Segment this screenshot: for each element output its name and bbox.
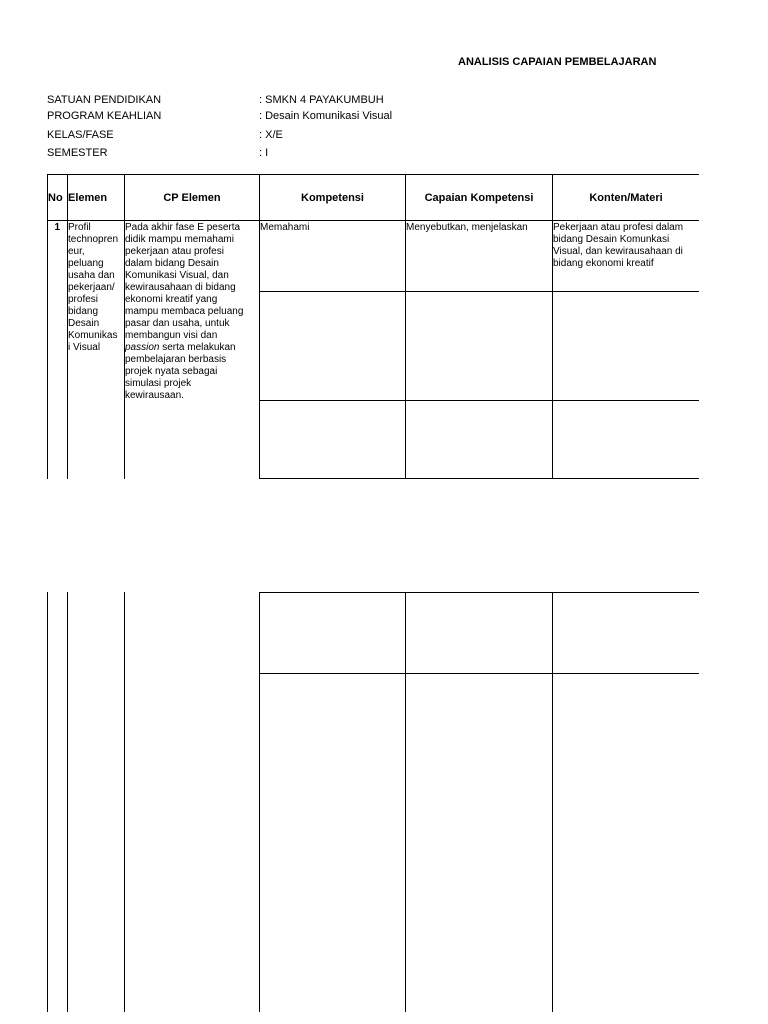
header-kompetensi: Kompetensi — [301, 191, 364, 204]
table-col-border — [552, 592, 553, 1012]
document-title: ANALISIS CAPAIAN PEMBELAJARAN — [458, 56, 657, 68]
header-konten-materi: Konten/Materi — [589, 191, 663, 204]
table-row-divider — [259, 673, 699, 674]
table-row-divider — [259, 478, 699, 479]
table-col-border — [124, 592, 125, 1012]
header-elemen: Elemen — [68, 191, 108, 204]
table-row-divider — [259, 291, 699, 292]
cell-kompetensi: Memahami — [260, 222, 310, 233]
cp-elemen-text-end: serta melakukan pembelajaran berbasis projek nyata sebagai simulasi projek kewirausaan. — [125, 342, 236, 401]
meta-value-kelas: : X/E — [259, 129, 283, 141]
header-cp-elemen: CP Elemen — [163, 191, 221, 204]
meta-value-program: : Desain Komunikasi Visual — [259, 110, 393, 122]
row-number: 1 — [54, 222, 60, 233]
cell-cp-elemen — [125, 222, 259, 402]
cell-elemen: Profil technopren eur, peluang usaha dan pekerjaan/ profesi bidang Desain Komunikas i Visual — [68, 222, 119, 353]
header-no: No — [48, 191, 63, 204]
meta-label-satuan: SATUAN PENDIDIKAN — [47, 94, 162, 106]
meta-value-satuan: : SMKN 4 PAYAKUMBUH — [259, 94, 384, 106]
table-col-border — [47, 592, 48, 1012]
table-col-border — [67, 592, 68, 1012]
cp-elemen-italic: passion — [125, 342, 160, 353]
table-row-divider — [259, 400, 699, 401]
meta-value-semester: : I — [259, 147, 269, 159]
meta-label-semester: SEMESTER — [47, 147, 108, 159]
header-capaian-kompetensi: Capaian Kompetensi — [424, 191, 534, 204]
meta-label-kelas: KELAS/FASE — [47, 129, 114, 141]
cell-capaian-kompetensi: Menyebutkan, menjelaskan — [406, 222, 528, 233]
table-col-border — [405, 592, 406, 1012]
table-row-divider — [259, 592, 699, 593]
meta-label-program: PROGRAM KEAHLIAN — [47, 110, 162, 122]
cell-konten-materi: Pekerjaan atau profesi dalam bidang Desain Komunkasi Visual, dan kewirausahaan di bidang ekonomi kreatif — [553, 222, 684, 269]
table-col-border — [259, 592, 260, 1012]
table-header-bottom-border — [47, 220, 699, 221]
cp-elemen-text: Pada akhir fase E peserta didik mampu memahami pekerjaan atau profesi dalam bidang Desain Komunikasi Visual, dan kewirausahaan di bidang ekonomi kreatif yang mampu membaca peluang pasar dan usaha, untuk membangun visi dan — [125, 222, 244, 341]
